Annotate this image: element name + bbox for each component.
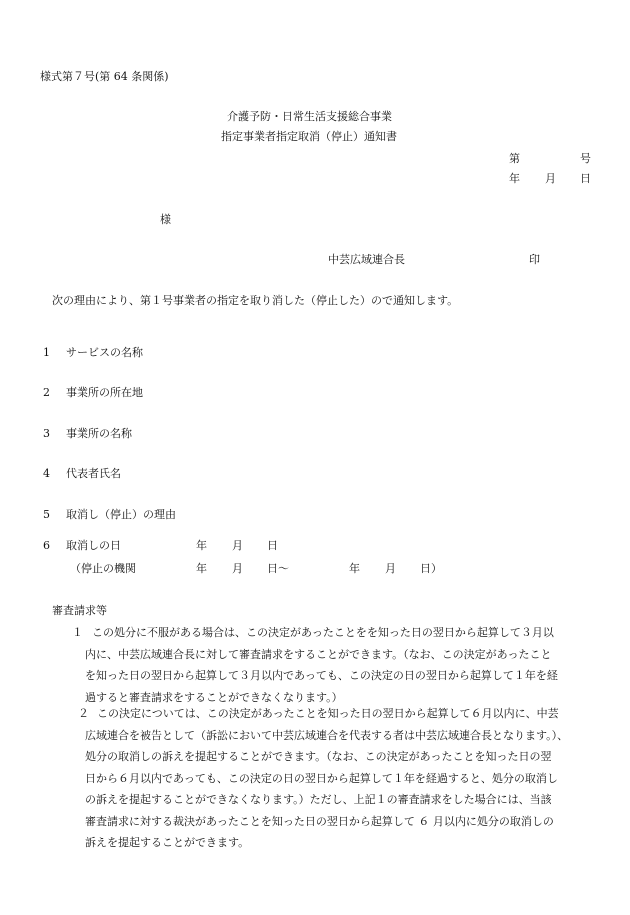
item-number: 1	[43, 346, 50, 359]
review-line: の訴えを提起することができなくなります。）ただし、上記１の審査請求をした場合には、当該	[85, 793, 552, 807]
number-prefix: 第	[509, 152, 520, 165]
review-item-1	[92, 622, 612, 643]
review-line: 広域連合を被告として（訴訟において中芸広域連合を代表する者は中芸広域連合長となります。）、	[85, 729, 569, 742]
review-line: 過すると審査請求をすることができなくなります。）	[85, 690, 343, 704]
review-item-2	[97, 703, 617, 724]
cancel-date-year: 年	[196, 539, 207, 552]
form-label: 様式第７号(第 64 条関係)	[40, 70, 169, 83]
document-title-line1: 介護予防・日常生活支援総合事業	[227, 110, 392, 123]
review-line: を知った日の翌日から起算して３月以内であっても、この決定の日の翌日から起算して１年を経	[85, 669, 558, 683]
cancel-date-month: 月	[232, 539, 243, 552]
date-day: 日	[580, 172, 591, 185]
review-line: この処分に不服がある場合は、この決定があったことをを知った日の翌日から起算して３月以	[92, 626, 554, 639]
item-number: 2	[43, 386, 50, 399]
item-label-reason: 取消し（停止）の理由	[66, 508, 176, 521]
period-end-month: 月	[385, 562, 396, 575]
item-number: 5	[43, 508, 50, 521]
review-line: この決定については、この決定があったことを知った日の翌日から起算して６月以内に、中芸	[97, 707, 559, 720]
item-label-service-name: サービスの名称	[66, 346, 143, 359]
review-line: 審査請求に対する裁決があったことを知った日の翌日から起算して ６ 月以内に処分の取消しの	[85, 814, 554, 828]
period-end-year: 年	[349, 562, 360, 575]
intro-text: 次の理由により、第１号事業者の指定を取り消した（停止した）ので通知します。	[52, 294, 459, 307]
date-month: 月	[545, 172, 556, 185]
item-label-representative: 代表者氏名	[66, 467, 121, 480]
item-label-office-address: 事業所の所在地	[66, 386, 143, 399]
item-label-cancel-date: 取消しの日	[66, 539, 121, 552]
review-item-2-continued	[85, 725, 615, 853]
item-label-office-name: 事業所の名称	[66, 427, 132, 440]
review-item-number: ２	[78, 707, 89, 720]
suspension-period-label: （停止の機関	[70, 562, 136, 575]
review-item-number: １	[72, 626, 83, 639]
item-number: 4	[43, 467, 50, 480]
period-start-year: 年	[196, 562, 207, 575]
item-number: 6	[43, 539, 50, 552]
period-start-day: 日〜	[267, 562, 289, 575]
document-title-line2: 指定事業者指定取消（停止）通知書	[221, 130, 397, 143]
review-line: 訴えを提起することができます。	[85, 836, 250, 850]
seal-mark: 印	[529, 253, 540, 266]
date-year: 年	[509, 172, 520, 185]
review-item-1-continued	[85, 644, 615, 708]
cancel-date-day: 日	[267, 539, 278, 552]
review-line: 日から６月以内であっても、この決定の日の翌日から起算して１年を経過すると、処分の取消し	[85, 771, 558, 785]
item-number: 3	[43, 427, 50, 440]
period-end-day: 日）	[420, 562, 442, 575]
sender-name: 中芸広域連合長	[328, 253, 405, 266]
number-suffix: 号	[580, 152, 591, 165]
review-line: 内に、中芸広域連合長に対して審査請求をすることができます。（なお、この決定があったこと	[85, 648, 552, 661]
review-line: 処分の取消しの訴えを提起することができます。（なお、この決定があったことを知った日の翌	[85, 750, 552, 764]
review-heading: 審査請求等	[52, 604, 107, 617]
addressee-suffix: 様	[160, 213, 171, 226]
period-start-month: 月	[232, 562, 243, 575]
